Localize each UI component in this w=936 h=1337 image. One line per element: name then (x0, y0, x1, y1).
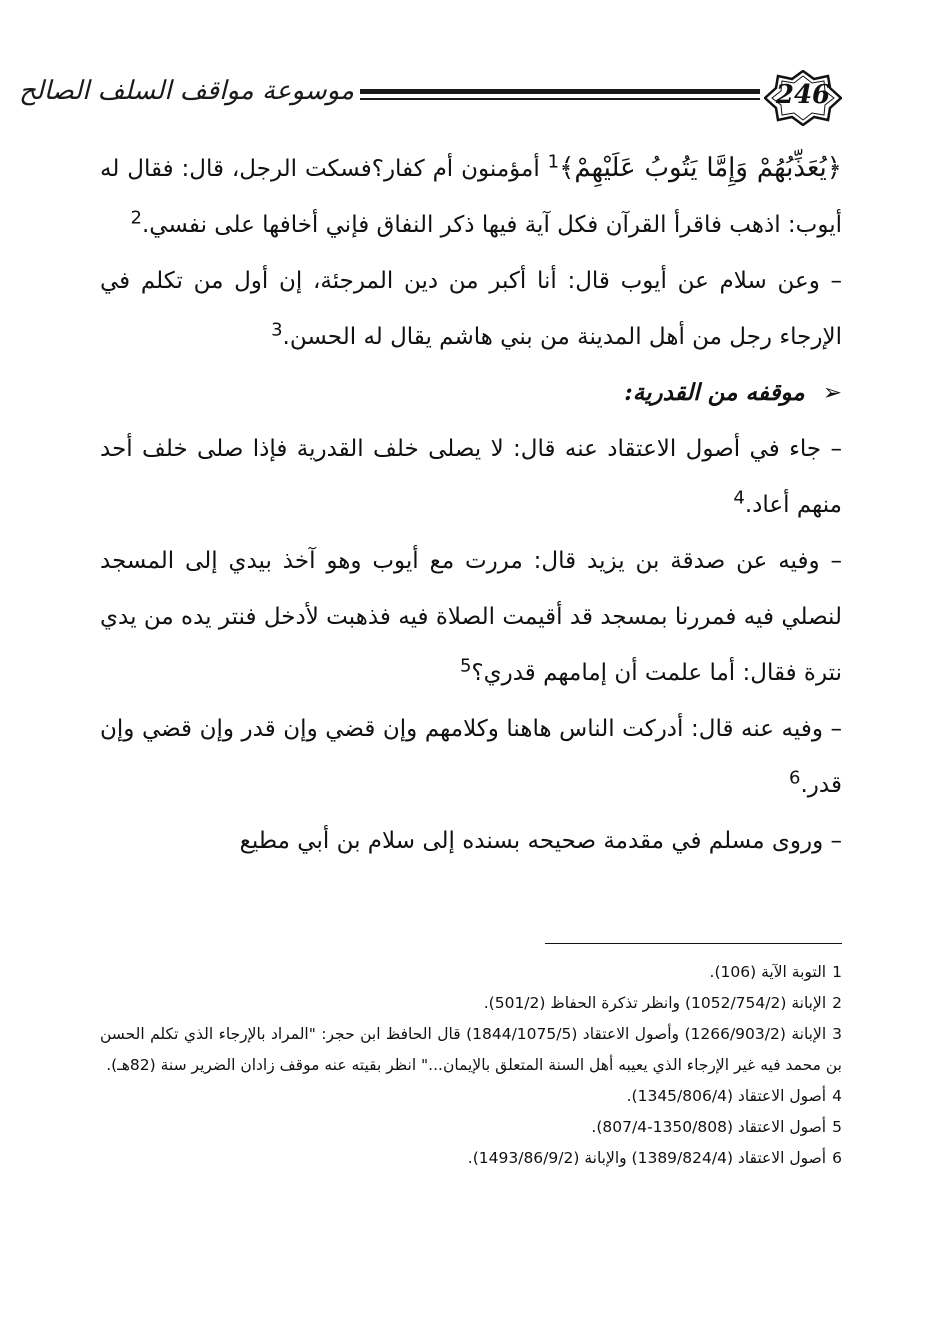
quran-verse: ﴿يُعَذِّبُهُمْ وَإِمَّا يَتُوبُ عَلَيْهِمْ﴾ (559, 153, 843, 183)
footnote-text: الإبانة (1052/754/2) وانظر تذكرة الحفاظ (501/2). (483, 994, 827, 1012)
footnote-number: 1 (832, 963, 842, 981)
paragraph-2 (100, 253, 842, 365)
paragraph-4 (100, 533, 842, 701)
footnote-text: أصول الاعتقاد (1389/824/4) والإبانة (1493/86/9/2). (467, 1149, 827, 1167)
arrow-bullet-icon: ➢ (822, 380, 842, 406)
paragraph-1-text: أمؤمنون أم كفار؟فسكت الرجل، قال: فقال له أيوب: اذهب فاقرأ القرآن فكل آية فيها ذكر النفاق فإني أخافها على نفسي. (100, 156, 842, 238)
footnote-ref-6[interactable]: 6 (789, 767, 801, 789)
paragraph-5 (100, 701, 842, 813)
footnote-ref-1[interactable]: 1 (547, 151, 560, 173)
paragraph-6 (100, 813, 842, 869)
footnote-number: 6 (832, 1149, 842, 1167)
footnote-number: 3 (832, 1025, 843, 1043)
footnote (100, 1143, 842, 1174)
footnote (100, 1081, 842, 1112)
footnote-text: أصول الاعتقاد (1350/808-807/4). (591, 1118, 827, 1136)
footnote-number: 5 (832, 1118, 842, 1136)
page-number: 246 (775, 80, 831, 110)
footnote-ref-3[interactable]: 3 (271, 319, 283, 341)
paragraph-3-text: – جاء في أصول الاعتقاد عنه قال: لا يصلى خلف القدرية فإذا صلى خلف أحد منهم أعاد. (100, 436, 842, 518)
footnotes (100, 957, 842, 1174)
book-title: موسوعة مواقف السلف الصالح (19, 76, 354, 106)
paragraph-6-text: – وروى مسلم في مقدمة صحيحه بسنده إلى سلام بن أبي مطيع (239, 828, 842, 854)
footnote (100, 1019, 842, 1081)
footnote-ref-5[interactable]: 5 (459, 655, 472, 677)
footnote-ref-4[interactable]: 4 (733, 487, 745, 509)
paragraph-1 (100, 140, 842, 253)
footnote-ref-2[interactable]: 2 (130, 207, 142, 229)
footnote (100, 1112, 842, 1143)
footnote-separator (545, 943, 842, 944)
footnote (100, 988, 842, 1019)
paragraph-2-text: – وعن سلام عن أيوب قال: أنا أكبر من دين المرجئة، إن أول من تكلم في الإرجاء رجل من أهل المدينة من بني هاشم يقال له الحسن. (100, 268, 842, 350)
paragraph-4-text: – وفيه عن صدقة بن يزيد قال: مررت مع أيوب وهو آخذ بيدي إلى المسجد لنصلي فيه فمررنا بمسجد قد أقيمت الصلاة فيه فذهبت لأدخل فنتر يده من يدي نترة فقال: أما علمت أن إمامهم قدري؟ (100, 548, 842, 686)
footnote-number: 2 (832, 994, 842, 1012)
footnote-text: الإبانة (1266/903/2) وأصول الاعتقاد (1844/1075/5) قال الحافظ ابن حجر: "المراد بالإرجاء الذي تكلم الحسن بن محمد فيه غير الإرجاء الذي يعيبه أهل السنة المتعلق بالإيمان..." انظر بقيته عنه موقف زادان الضرير سنة (82هـ). (100, 1025, 842, 1074)
section-heading (100, 365, 842, 421)
page-number-badge (764, 70, 842, 126)
paragraph-3 (100, 421, 842, 533)
footnote-number: 4 (832, 1087, 842, 1105)
footnote-text: التوبة الآية (106). (709, 963, 827, 981)
page-header (19, 70, 842, 130)
header-rule (360, 89, 760, 105)
paragraph-5-text: – وفيه عنه قال: أدركت الناس هاهنا وكلامهم وإن قضي وإن قدر وإن قضي وإن قدر. (100, 716, 842, 798)
main-text (100, 140, 842, 869)
section-heading-text: موقفه من القدرية: (624, 379, 805, 406)
footnote (100, 957, 842, 988)
footnote-text: أصول الاعتقاد (1345/806/4). (626, 1087, 827, 1105)
